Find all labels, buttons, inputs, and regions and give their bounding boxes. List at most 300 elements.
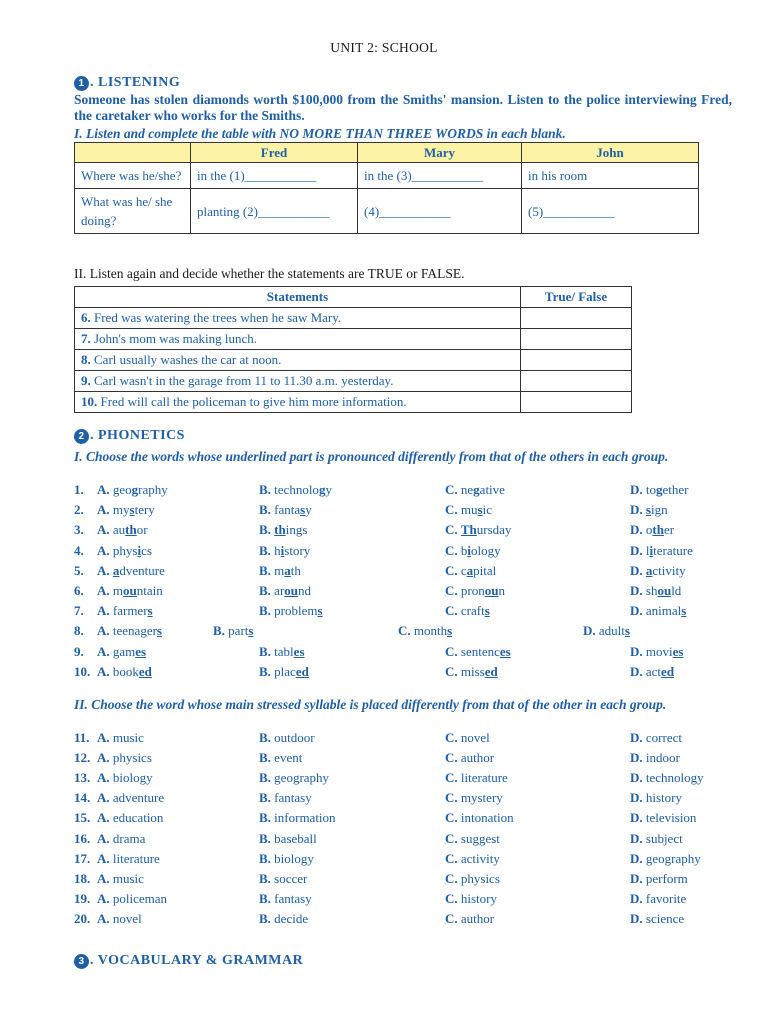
option-word-part: au — [112, 522, 126, 538]
option-word-part: l — [645, 542, 650, 558]
underlined-part: a — [466, 562, 474, 578]
option-word-part: ntain — [136, 583, 163, 598]
table-cell: (4)___________ — [358, 189, 522, 234]
answer-option — [97, 871, 144, 887]
option-word: policeman — [112, 890, 168, 906]
option-word: technology — [645, 770, 704, 786]
option-letter: A. — [97, 810, 110, 826]
table-row — [75, 189, 699, 234]
statement-number: 6. — [81, 310, 91, 325]
question-row — [74, 810, 754, 830]
question-row — [74, 911, 754, 931]
option-letter: D. — [630, 542, 643, 558]
answer-option — [630, 603, 686, 619]
question-number: 12. — [74, 750, 91, 766]
answer-option — [583, 623, 630, 639]
option-word: biology — [112, 770, 153, 786]
question-row — [74, 623, 754, 643]
option-word-part: sentenc — [460, 643, 500, 659]
vocab-heading-text: . VOCABULARY & GRAMMAR — [90, 953, 304, 968]
option-letter: C. — [445, 790, 458, 806]
option-letter: D. — [630, 482, 643, 497]
phonetics-instruction-2: II. Choose the word whose main stressed syllable is placed differently from that of the other in each group. — [74, 697, 667, 712]
option-letter: B. — [259, 663, 271, 679]
option-letter: A. — [97, 603, 110, 619]
answer-option — [259, 831, 317, 847]
option-word: decide — [274, 910, 309, 926]
underlined-part: a — [284, 562, 291, 578]
option-letter: A. — [97, 750, 110, 766]
option-letter: D. — [630, 562, 643, 578]
section-number-badge: 2 — [74, 429, 89, 444]
option-letter: C. — [445, 890, 458, 906]
option-letter: C. — [445, 663, 458, 679]
table-header: John — [522, 143, 699, 163]
underlined-part: ed — [138, 663, 152, 679]
question-row — [74, 831, 754, 851]
answer-option — [630, 810, 696, 826]
option-word: geography — [274, 770, 330, 786]
question-number: 18. — [74, 870, 91, 886]
listening-instruction-1: I. Listen and complete the table with NO MORE THAN THREE WORDS in each blank. — [74, 126, 566, 141]
option-letter: A. — [97, 790, 110, 806]
answer-option — [630, 522, 674, 538]
underlined-part: s — [248, 623, 254, 639]
underlined-part: a — [112, 562, 120, 578]
option-word: soccer — [274, 870, 308, 886]
option-letter: D. — [630, 810, 643, 826]
answer-option — [259, 543, 310, 559]
option-letter: D. — [630, 643, 643, 659]
table-row — [75, 329, 632, 350]
question-number: 2. — [74, 502, 84, 518]
table-cell: (5)___________ — [522, 189, 699, 234]
underlined-part: es — [499, 643, 511, 659]
option-letter: C. — [445, 583, 458, 598]
option-letter: B. — [259, 482, 271, 497]
option-word-part: ic — [482, 502, 492, 518]
option-letter: A. — [97, 542, 110, 558]
underlined-part: s — [300, 502, 306, 518]
option-letter: D. — [630, 790, 643, 806]
answer-option — [630, 644, 683, 660]
answer-option — [630, 770, 704, 786]
option-letter: B. — [213, 623, 225, 639]
question-number: 11. — [74, 730, 90, 745]
answer-option — [259, 891, 312, 907]
option-word: physics — [460, 870, 500, 886]
option-word: science — [645, 910, 685, 926]
option-letter: B. — [259, 910, 271, 926]
option-letter: C. — [445, 770, 458, 786]
option-word: history — [460, 890, 498, 906]
option-word-part: c — [460, 562, 467, 578]
question-number: 1. — [74, 482, 84, 497]
question-number: 4. — [74, 542, 84, 558]
option-word-part: y — [325, 482, 332, 497]
answer-option — [445, 543, 501, 559]
question-row — [74, 750, 754, 770]
answer-option — [259, 482, 332, 498]
answer-option — [445, 770, 508, 786]
option-word: author — [460, 910, 495, 926]
option-letter: A. — [97, 502, 110, 518]
table-cell: in the (3)___________ — [358, 163, 522, 189]
statement-number: 9. — [81, 373, 91, 388]
answer-option — [97, 810, 163, 826]
answer-option — [445, 482, 505, 498]
option-word-part: movi — [645, 643, 673, 659]
option-word: physics — [112, 750, 152, 766]
option-word-part: n — [498, 583, 505, 598]
underlined-part: ou — [284, 583, 299, 598]
question-row — [74, 603, 754, 623]
option-letter: C. — [445, 750, 458, 766]
option-letter: A. — [97, 850, 110, 866]
option-letter: D. — [630, 730, 643, 745]
option-word: subject — [645, 830, 683, 846]
answer-option — [259, 770, 329, 786]
underlined-part: es — [135, 643, 147, 659]
answer-option — [259, 911, 308, 927]
option-letter: B. — [259, 603, 271, 619]
option-letter: C. — [445, 910, 458, 926]
answer-option — [259, 730, 315, 746]
option-word: perform — [645, 870, 688, 886]
question-row — [74, 851, 754, 871]
option-letter: C. — [445, 643, 458, 659]
section-number-badge: 1 — [74, 76, 89, 91]
answer-option — [630, 871, 688, 887]
option-word-part: ings — [285, 522, 308, 538]
option-word-part: ursday — [476, 522, 512, 538]
option-word: information — [274, 810, 336, 826]
option-letter: A. — [97, 482, 110, 497]
table-row — [75, 308, 632, 329]
option-letter: B. — [259, 770, 271, 786]
underlined-part: th — [274, 522, 286, 538]
option-word-part: mu — [460, 502, 478, 518]
option-letter: C. — [398, 623, 411, 639]
statement-number: 10. — [81, 394, 98, 409]
option-word: education — [112, 810, 164, 826]
answer-option — [259, 603, 323, 619]
option-word-part: raphy — [138, 482, 168, 497]
option-word-part: ne — [460, 482, 474, 497]
option-word: indoor — [645, 750, 680, 766]
option-word-part: sh — [645, 583, 658, 598]
option-word: adventure — [112, 790, 165, 806]
option-word-part: ology — [471, 542, 501, 558]
question-row — [74, 482, 754, 502]
answer-option — [259, 871, 307, 887]
phonetics-instruction-1: I. Choose the words whose underlined part is pronounced differently from that of the others in each group. — [74, 449, 669, 464]
answer-option — [97, 482, 168, 498]
answer-cell — [521, 329, 632, 350]
option-word-part: problem — [274, 603, 318, 619]
option-word: history — [645, 790, 683, 806]
underlined-part: s — [156, 623, 162, 639]
answer-option — [445, 750, 494, 766]
option-word-part: phys — [112, 542, 138, 558]
option-word-part: adult — [598, 623, 625, 639]
option-word-part: plac — [274, 663, 296, 679]
underlined-part: es — [672, 643, 684, 659]
underlined-part: ed — [661, 663, 675, 679]
option-letter: B. — [259, 870, 271, 886]
option-word-part: fanta — [274, 502, 301, 518]
answer-option — [97, 790, 164, 806]
option-word-part: book — [112, 663, 139, 679]
option-letter: B. — [259, 890, 271, 906]
option-word-part: b — [460, 542, 468, 558]
answer-option — [97, 563, 165, 579]
option-word-part: o — [645, 522, 653, 538]
option-letter: A. — [97, 910, 110, 926]
option-word-part: or — [136, 522, 148, 538]
answer-option — [97, 730, 144, 746]
option-letter: B. — [259, 810, 271, 826]
listening-heading-text: . LISTENING — [90, 75, 181, 90]
option-word-part: to — [645, 482, 657, 497]
underlined-part: es — [293, 643, 305, 659]
listening-table-2 — [74, 286, 632, 413]
answer-option — [445, 583, 505, 599]
table-header: True/ False — [521, 287, 632, 308]
option-word: fantasy — [274, 790, 312, 806]
option-letter: B. — [259, 643, 271, 659]
option-word: correct — [645, 730, 682, 745]
underlined-part: ed — [295, 663, 309, 679]
option-letter: D. — [630, 583, 643, 598]
table-header: Fred — [191, 143, 358, 163]
answer-option — [97, 623, 162, 639]
option-word-part: ld — [671, 583, 682, 598]
option-letter: A. — [97, 770, 110, 786]
answer-option — [630, 790, 682, 806]
option-letter: A. — [97, 830, 110, 846]
underlined-part: Th — [460, 522, 477, 538]
option-letter: B. — [259, 730, 271, 745]
answer-cell — [521, 392, 632, 413]
option-word-part: cs — [141, 542, 152, 558]
option-word-part: farmer — [112, 603, 148, 619]
listening-table-1 — [74, 142, 699, 234]
option-letter: A. — [97, 890, 110, 906]
table-header — [75, 143, 191, 163]
option-letter: C. — [445, 522, 458, 538]
answer-option — [259, 583, 311, 599]
underlined-part: g — [656, 482, 663, 497]
page-title: UNIT 2: SCHOOL — [330, 40, 438, 55]
option-letter: D. — [630, 522, 643, 538]
question-number: 6. — [74, 583, 84, 598]
option-word-part: tabl — [274, 643, 294, 659]
option-letter: A. — [97, 583, 110, 598]
underlined-part: i — [137, 542, 142, 558]
question-row — [74, 644, 754, 664]
underlined-part: ou — [123, 583, 137, 598]
question-number: 10. — [74, 663, 91, 679]
statement-text: Carl usually washes the car at noon. — [90, 352, 282, 367]
answer-option — [445, 810, 514, 826]
statement-cell — [75, 308, 521, 329]
option-word-part: part — [228, 623, 249, 639]
answer-option — [97, 750, 152, 766]
option-letter: B. — [259, 790, 271, 806]
option-word: novel — [112, 910, 142, 926]
option-word-part: ether — [662, 482, 689, 497]
listening-heading — [74, 75, 180, 91]
option-word-part: teenager — [112, 623, 157, 639]
option-word-part: gam — [112, 643, 136, 659]
option-word: activity — [460, 850, 500, 866]
option-letter: D. — [630, 770, 643, 786]
phonetics-heading — [74, 428, 185, 444]
option-word-part: terature — [653, 542, 693, 558]
question-number: 3. — [74, 522, 84, 538]
answer-option — [213, 623, 253, 639]
question-row — [74, 583, 754, 603]
answer-option — [445, 851, 500, 867]
option-letter: A. — [97, 623, 110, 639]
option-word-part: ar — [274, 583, 285, 598]
table-cell: Where was he/she? — [75, 163, 191, 189]
option-letter: C. — [445, 870, 458, 886]
answer-option — [445, 522, 511, 538]
answer-option — [259, 644, 305, 660]
statement-cell — [75, 329, 521, 350]
option-word-part: y — [305, 502, 312, 518]
answer-option — [630, 563, 686, 579]
question-number: 7. — [74, 603, 84, 619]
table-row — [75, 163, 699, 189]
option-word: television — [645, 810, 697, 826]
answer-option — [445, 563, 496, 579]
answer-option — [398, 623, 452, 639]
question-row — [74, 502, 754, 522]
option-word-part: craft — [460, 603, 485, 619]
option-word-part: ctivity — [652, 562, 686, 578]
answer-option — [445, 664, 498, 680]
option-word-part: act — [645, 663, 662, 679]
question-row — [74, 664, 754, 684]
answer-option — [630, 664, 674, 680]
question-row — [74, 790, 754, 810]
option-word-part: ign — [650, 502, 668, 518]
option-word: music — [112, 870, 144, 886]
table-row — [75, 392, 632, 413]
option-letter: C. — [445, 542, 458, 558]
option-word: intonation — [460, 810, 514, 826]
option-letter: A. — [97, 643, 110, 659]
option-letter: D. — [583, 623, 596, 639]
option-word: fantasy — [274, 890, 312, 906]
option-word: author — [460, 750, 495, 766]
option-word-part: m — [112, 583, 124, 598]
option-letter: B. — [259, 542, 271, 558]
option-word-part: story — [284, 542, 311, 558]
statement-cell — [75, 350, 521, 371]
underlined-part: s — [447, 623, 453, 639]
option-word: suggest — [460, 830, 500, 846]
table-row — [75, 350, 632, 371]
answer-cell — [521, 350, 632, 371]
option-letter: B. — [259, 750, 271, 766]
statement-text: Fred was watering the trees when he saw Mary. — [90, 310, 342, 325]
question-number: 13. — [74, 770, 91, 786]
option-letter: D. — [630, 850, 643, 866]
answer-option — [445, 911, 494, 927]
underlined-part: g — [318, 482, 326, 497]
answer-option — [445, 644, 511, 660]
answer-option — [630, 891, 686, 907]
underlined-part: s — [477, 502, 483, 518]
option-word: favorite — [645, 890, 687, 906]
table-header: Statements — [75, 287, 521, 308]
option-word: literature — [112, 850, 160, 866]
question-row — [74, 871, 754, 891]
answer-option — [97, 644, 146, 660]
option-letter: A. — [97, 663, 110, 679]
option-letter: C. — [445, 603, 458, 619]
option-letter: B. — [259, 502, 271, 518]
underlined-part: ou — [484, 583, 499, 598]
answer-option — [630, 543, 693, 559]
answer-option — [259, 790, 312, 806]
option-letter: B. — [259, 583, 271, 598]
answer-option — [97, 891, 167, 907]
option-word-part: technolo — [274, 482, 319, 497]
answer-option — [259, 664, 309, 680]
underlined-part: g — [131, 482, 139, 497]
option-letter: D. — [630, 603, 643, 619]
question-row — [74, 770, 754, 790]
option-letter: D. — [630, 502, 643, 518]
option-letter: D. — [630, 890, 643, 906]
statement-cell — [75, 392, 521, 413]
option-letter: D. — [630, 830, 643, 846]
option-word: drama — [112, 830, 146, 846]
question-number: 15. — [74, 810, 91, 826]
answer-option — [445, 871, 500, 887]
option-letter: D. — [630, 663, 643, 679]
answer-option — [97, 831, 145, 847]
question-number: 9. — [74, 643, 84, 659]
underlined-part: s — [624, 623, 630, 639]
option-word: mystery — [460, 790, 503, 806]
option-letter: A. — [97, 730, 110, 745]
answer-option — [97, 664, 152, 680]
question-number: 8. — [74, 623, 84, 639]
option-word-part: month — [413, 623, 448, 639]
question-row — [74, 522, 754, 542]
underlined-part: s — [645, 502, 651, 518]
option-word-part: nd — [298, 583, 312, 598]
underlined-part: i — [467, 542, 472, 558]
vocab-heading — [74, 953, 303, 969]
answer-option — [630, 730, 682, 746]
phonetics-heading-text: . PHONETICS — [90, 428, 185, 443]
answer-option — [445, 831, 500, 847]
option-letter: B. — [259, 522, 271, 538]
option-word-part: animal — [645, 603, 682, 619]
statement-number: 7. — [81, 331, 91, 346]
option-word-part: pron — [460, 583, 485, 598]
section-number-badge: 3 — [74, 954, 89, 969]
option-letter: A. — [97, 870, 110, 886]
underlined-part: s — [317, 603, 323, 619]
